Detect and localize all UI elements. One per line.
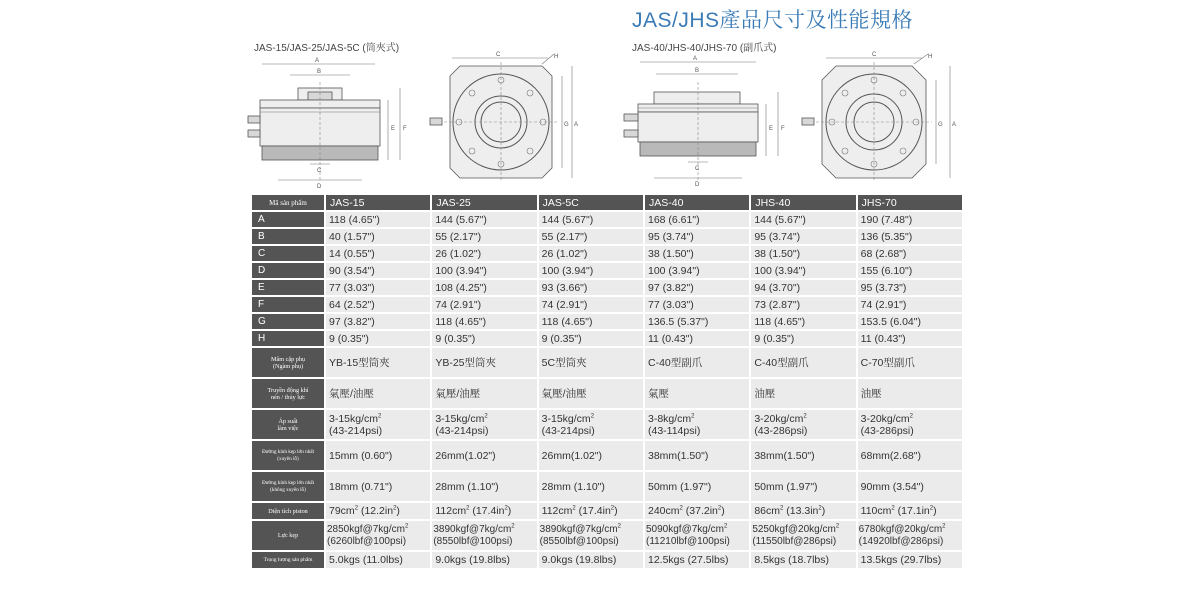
- table-cell: 55 (2.17"): [539, 229, 643, 244]
- table-cell: 136 (5.35"): [858, 229, 962, 244]
- table-cell: $3-15kg/cm^2$ (43-214psi): [432, 410, 536, 439]
- jaw-chuck-front-view: [800, 52, 965, 190]
- table-cell: $3-15kg/cm^2$ (43-214psi): [539, 410, 643, 439]
- table-cell: 74 (2.91"): [858, 297, 962, 312]
- model-header: JHS-70: [858, 195, 962, 210]
- table-cell: 38mm(1.50"): [751, 441, 855, 470]
- svg-text:A: A: [315, 58, 320, 64]
- table-cell: 118 (4.65"): [432, 314, 536, 329]
- table-row: [252, 229, 962, 244]
- row-label: A: [252, 212, 324, 227]
- model-header: JAS-25: [432, 195, 536, 210]
- table-row: [252, 314, 962, 329]
- table-cell: 118 (4.65"): [751, 314, 855, 329]
- table-row: [252, 212, 962, 227]
- table-cell: 136.5 (5.37"): [645, 314, 749, 329]
- svg-text:A: A: [952, 122, 957, 128]
- row-label: C: [252, 246, 324, 261]
- svg-text:E: E: [391, 126, 396, 132]
- table-cell: 11 (0.43"): [858, 331, 962, 346]
- table-row: [252, 246, 962, 261]
- svg-text:C: C: [872, 52, 877, 58]
- table-cell: 氣壓/油壓: [326, 379, 430, 408]
- table-cell: 28mm (1.10"): [432, 472, 536, 501]
- table-cell: 8.5kgs (18.7lbs): [751, 552, 855, 568]
- svg-text:A: A: [693, 56, 698, 62]
- table-cell: $3-15kg/cm^2$ (43-214psi): [326, 410, 430, 439]
- table-cell: 74 (2.91"): [539, 297, 643, 312]
- table-cell: C-40型副爪: [645, 348, 749, 377]
- row-label: Diện tích piston: [252, 503, 324, 519]
- table-cell: 68mm(2.68"): [858, 441, 962, 470]
- row-label: B: [252, 229, 324, 244]
- row-label: Lực kẹp: [252, 521, 324, 550]
- table-row: [252, 472, 962, 501]
- table-cell: 144 (5.67"): [432, 212, 536, 227]
- table-cell: 93 (3.66"): [539, 280, 643, 295]
- table-cell: 155 (6.10"): [858, 263, 962, 278]
- table-cell: 97 (3.82"): [326, 314, 430, 329]
- model-header: JHS-40: [751, 195, 855, 210]
- page-title: JAS/JHS產品尺寸及性能規格: [632, 9, 914, 32]
- table-cell: 油壓: [751, 379, 855, 408]
- row-label: D: [252, 263, 324, 278]
- table-row: [252, 441, 962, 470]
- table-cell: 77 (3.03"): [645, 297, 749, 312]
- table-cell: 100 (3.94"): [432, 263, 536, 278]
- table-cell: 74 (2.91"): [432, 297, 536, 312]
- row-label: Truyền động khí nén / thủy lực: [252, 379, 324, 408]
- table-cell: 55 (2.17"): [432, 229, 536, 244]
- table-cell: $3-8kg/cm^2$ (43-114psi): [645, 410, 749, 439]
- table-cell: 118 (4.65"): [539, 314, 643, 329]
- table-cell: 12.5kgs (27.5lbs): [645, 552, 749, 568]
- svg-text:F: F: [781, 126, 785, 132]
- table-cell: 氣壓/油壓: [539, 379, 643, 408]
- svg-text:H: H: [554, 54, 559, 60]
- table-cell: $112cm^2$ $(17.4in^2)$: [539, 503, 643, 519]
- row-label: Đường kính kẹp lớn nhất (xuyên lỗ): [252, 441, 324, 470]
- table-row: [252, 521, 962, 550]
- table-cell: 50mm (1.97"): [751, 472, 855, 501]
- table-cell: 77 (3.03"): [326, 280, 430, 295]
- table-row: [252, 379, 962, 408]
- table-cell: 190 (7.48"): [858, 212, 962, 227]
- svg-text:E: E: [769, 126, 774, 132]
- table-cell: $3-20kg/cm^2$ (43-286psi): [751, 410, 855, 439]
- svg-text:F: F: [403, 126, 407, 132]
- table-cell: $3890kgf@7kg/cm^2$ (8550lbf@100psi): [432, 521, 536, 550]
- table-cell: $79cm^2$ $(12.2in^2)$: [326, 503, 430, 519]
- row-label: Mâm cặp phụ (Ngàm phụ): [252, 348, 324, 377]
- table-cell: $112cm^2$ $(17.4in^2)$: [432, 503, 536, 519]
- table-cell: 64 (2.52"): [326, 297, 430, 312]
- table-cell: $6780kgf@20kg/cm^2$ (14920lbf@286psi): [858, 521, 962, 550]
- model-header: JAS-40: [645, 195, 749, 210]
- table-cell: 15mm (0.60"): [326, 441, 430, 470]
- table-cell: 氣壓/油壓: [432, 379, 536, 408]
- svg-text:C: C: [317, 168, 322, 174]
- table-cell: 38mm(1.50"): [645, 441, 749, 470]
- svg-text:A: A: [574, 122, 579, 128]
- table-cell: 26 (1.02"): [539, 246, 643, 261]
- table-cell: $5250kgf@20kg/cm^2$ (11550lbf@286psi): [751, 521, 855, 550]
- table-cell: 18mm (0.71"): [326, 472, 430, 501]
- table-cell: 9 (0.35"): [539, 331, 643, 346]
- table-row: [252, 331, 962, 346]
- table-cell: 73 (2.87"): [751, 297, 855, 312]
- row-label: F: [252, 297, 324, 312]
- row-label: E: [252, 280, 324, 295]
- diagram-right-label: JAS-40/JHS-40/JHS-70 (副爪式): [632, 43, 777, 54]
- table-cell: 28mm (1.10"): [539, 472, 643, 501]
- svg-text:C: C: [695, 166, 700, 172]
- table-cell: 108 (4.25"): [432, 280, 536, 295]
- table-cell: 90mm (3.54"): [858, 472, 962, 501]
- table-cell: 26mm(1.02"): [539, 441, 643, 470]
- table-cell: 144 (5.67"): [539, 212, 643, 227]
- table-row: [252, 552, 962, 568]
- table-cell: 氣壓: [645, 379, 749, 408]
- table-cell: 100 (3.94"): [539, 263, 643, 278]
- table-cell: YB-25型筒夾: [432, 348, 536, 377]
- table-cell: 油壓: [858, 379, 962, 408]
- table-cell: 5C型筒夾: [539, 348, 643, 377]
- table-cell: 97 (3.82"): [645, 280, 749, 295]
- table-cell: 9 (0.35"): [751, 331, 855, 346]
- row-label: Đường kính kẹp lớn nhất (không xuyên lỗ): [252, 472, 324, 501]
- model-header: JAS-15: [326, 195, 430, 210]
- collet-chuck-side-view: [240, 52, 410, 190]
- table-cell: 118 (4.65"): [326, 212, 430, 227]
- diagram-left-label: JAS-15/JAS-25/JAS-5C (筒夾式): [254, 43, 400, 54]
- table-cell: 5.0kgs (11.0lbs): [326, 552, 430, 568]
- table-cell: $3-20kg/cm^2$ (43-286psi): [858, 410, 962, 439]
- model-header: JAS-5C: [539, 195, 643, 210]
- table-cell: 26mm(1.02"): [432, 441, 536, 470]
- table-cell: 95 (3.74"): [645, 229, 749, 244]
- table-cell: 13.5kgs (29.7lbs): [858, 552, 962, 568]
- table-cell: 9 (0.35"): [326, 331, 430, 346]
- corner-header: Mã sản phẩm: [252, 195, 324, 210]
- table-cell: 9 (0.35"): [432, 331, 536, 346]
- table-cell: 11 (0.43"): [645, 331, 749, 346]
- table-cell: $110cm^2$ $(17.1in^2)$: [858, 503, 962, 519]
- table-row: [252, 503, 962, 519]
- table-cell: 9.0kgs (19.8lbs): [539, 552, 643, 568]
- svg-text:D: D: [695, 182, 700, 188]
- table-cell: $86cm^2$ $(13.3in^2)$: [751, 503, 855, 519]
- table-row: [252, 297, 962, 312]
- table-cell: YB-15型筒夾: [326, 348, 430, 377]
- table-cell: 14 (0.55"): [326, 246, 430, 261]
- table-cell: 94 (3.70"): [751, 280, 855, 295]
- svg-text:D: D: [317, 184, 322, 190]
- svg-text:B: B: [695, 68, 700, 74]
- collet-chuck-front-view: [430, 52, 580, 190]
- table-cell: 38 (1.50"): [645, 246, 749, 261]
- svg-text:G: G: [938, 122, 943, 128]
- jaw-chuck-side-view: [618, 52, 788, 190]
- row-label: G: [252, 314, 324, 329]
- table-cell: $2850kgf@7kg/cm^2$ (6260lbf@100psi): [326, 521, 430, 550]
- table-cell: 38 (1.50"): [751, 246, 855, 261]
- svg-text:C: C: [496, 52, 501, 58]
- row-label: H: [252, 331, 324, 346]
- table-row: [252, 348, 962, 377]
- table-cell: 168 (6.61"): [645, 212, 749, 227]
- table-cell: C-40型副爪: [751, 348, 855, 377]
- table-row: [252, 410, 962, 439]
- table-cell: $5090kgf@7kg/cm^2$ (11210lbf@100psi): [645, 521, 749, 550]
- svg-text:G: G: [564, 122, 569, 128]
- table-cell: 40 (1.57"): [326, 229, 430, 244]
- table-row: [252, 263, 962, 278]
- table-cell: $3890kgf@7kg/cm^2$ (8550lbf@100psi): [539, 521, 643, 550]
- svg-text:H: H: [928, 54, 933, 60]
- row-label: Áp suất làm việc: [252, 410, 324, 439]
- table-cell: 26 (1.02"): [432, 246, 536, 261]
- table-cell: $240cm^2$ $(37.2in^2)$: [645, 503, 749, 519]
- table-cell: 90 (3.54"): [326, 263, 430, 278]
- table-cell: 68 (2.68"): [858, 246, 962, 261]
- svg-text:B: B: [317, 69, 322, 75]
- table-cell: 100 (3.94"): [751, 263, 855, 278]
- row-label: Trọng lượng sản phẩm: [252, 552, 324, 568]
- table-cell: 100 (3.94"): [645, 263, 749, 278]
- table-cell: C-70型副爪: [858, 348, 962, 377]
- table-cell: 153.5 (6.04"): [858, 314, 962, 329]
- table-row: [252, 280, 962, 295]
- table-cell: 95 (3.74"): [751, 229, 855, 244]
- table-cell: 9.0kgs (19.8lbs): [432, 552, 536, 568]
- table-cell: 95 (3.73"): [858, 280, 962, 295]
- spec-table: [250, 193, 964, 570]
- table-cell: 50mm (1.97"): [645, 472, 749, 501]
- table-cell: 144 (5.67"): [751, 212, 855, 227]
